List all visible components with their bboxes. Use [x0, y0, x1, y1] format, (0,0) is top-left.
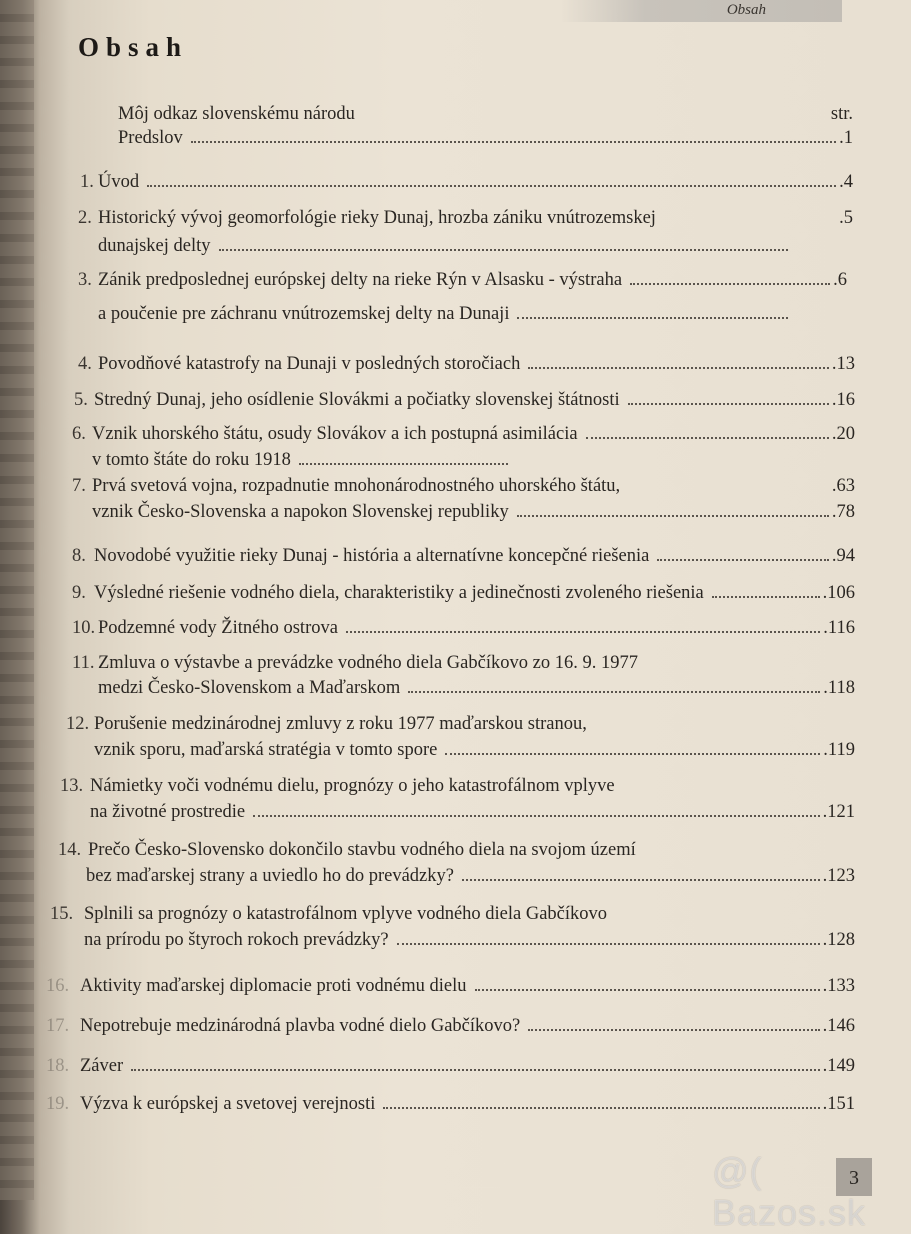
entry-number: 5. — [74, 390, 88, 410]
entry-title: Prečo Česko-Slovensko dokončilo stavbu vodného diela na svojom území — [88, 840, 636, 860]
dot-leader — [253, 815, 819, 817]
toc-entry — [58, 840, 855, 861]
dot-leader — [517, 317, 788, 319]
entry-page: .119 — [823, 740, 855, 760]
entry-number: 13. — [60, 776, 84, 796]
toc-entry — [72, 678, 855, 699]
entry-page: .94 — [831, 546, 855, 566]
dot-leader — [630, 283, 830, 285]
entry-number: 16. — [46, 976, 70, 996]
dot-leader — [147, 185, 836, 187]
toc-entry — [72, 450, 511, 471]
entry-title: vznik Česko-Slovenska a napokon Slovenskej republiky — [92, 502, 509, 522]
dot-leader — [383, 1107, 819, 1109]
toc-entry — [66, 740, 855, 761]
toc-entry — [72, 424, 855, 445]
dot-leader — [131, 1069, 819, 1071]
entry-page: .106 — [822, 583, 855, 603]
toc-entry — [56, 866, 855, 887]
entry-number: 17. — [46, 1016, 70, 1036]
entry-page: .133 — [822, 976, 855, 996]
toc-entry — [46, 976, 855, 997]
toc-entry — [100, 104, 853, 125]
entry-title: Historický vývoj geomorfológie rieky Dunaj, hrozba zániku vnútrozemskej — [98, 208, 656, 228]
entry-page: .13 — [831, 354, 855, 374]
entry-title: Námietky voči vodnému dielu, prognózy o jeho katastrofálnom vplyve — [90, 776, 615, 796]
dot-leader — [346, 631, 820, 633]
entry-title: vznik sporu, maďarská stratégia v tomto spore — [94, 740, 438, 760]
entry-number: 4. — [78, 354, 92, 374]
entry-page: .1 — [839, 128, 853, 148]
entry-title: Výzva k európskej a svetovej verejnosti — [80, 1094, 376, 1114]
entry-number: 12. — [66, 714, 90, 734]
entry-number: 3. — [78, 270, 92, 290]
dot-leader — [712, 596, 820, 598]
book-binding — [0, 0, 34, 1200]
dot-leader — [299, 463, 508, 465]
entry-title: Prvá svetová vojna, rozpadnutie mnohonárodnostného uhorského štátu, — [92, 476, 621, 496]
entry-page: .118 — [823, 678, 855, 698]
toc-entry — [72, 583, 855, 604]
entry-title: Podzemné vody Žitného ostrova — [98, 618, 338, 638]
entry-title: Výsledné riešenie vodného diela, charakteristiky a jedinečnosti zvoleného riešenia — [94, 583, 704, 603]
entry-title: Aktivity maďarskej diplomacie proti vodnému dielu — [80, 976, 467, 996]
dot-leader — [397, 943, 820, 945]
entry-page: .20 — [831, 424, 855, 444]
toc-entry — [72, 546, 855, 567]
dot-leader — [219, 249, 788, 251]
dot-leader — [462, 879, 820, 881]
entry-number: 10. — [72, 618, 96, 638]
toc-entry — [50, 904, 855, 925]
entry-number: 1. — [80, 172, 94, 192]
toc-entry — [72, 502, 855, 523]
running-header — [560, 0, 842, 22]
entry-page: .16 — [831, 390, 855, 410]
dot-leader — [191, 141, 836, 143]
entry-title: Nepotrebuje medzinárodná plavba vodné dielo Gabčíkovo? — [80, 1016, 521, 1036]
entry-number: 2. — [78, 208, 92, 228]
toc-entry — [46, 1056, 855, 1077]
toc-entry — [74, 390, 855, 411]
running-header-title: Obsah — [726, 2, 766, 18]
dot-leader — [408, 691, 820, 693]
toc-entry — [66, 714, 855, 735]
toc-entry — [60, 802, 855, 823]
entry-page: str. — [830, 104, 853, 124]
dot-leader — [528, 367, 829, 369]
entry-title: Zánik predposlednej európskej delty na rieke Rýn v Alsasku - výstraha — [98, 270, 623, 290]
toc-entry — [46, 1016, 855, 1037]
toc-entry — [80, 172, 853, 193]
toc-entry — [72, 618, 855, 639]
entry-page: .6 — [833, 270, 847, 290]
entry-title: Zmluva o výstavbe a prevádzke vodného diela Gabčíkovo zo 16. 9. 1977 — [98, 653, 638, 673]
entry-title: dunajskej delty — [98, 236, 211, 256]
dot-leader — [517, 515, 829, 517]
entry-page: .146 — [822, 1016, 855, 1036]
entry-title: na životné prostredie — [90, 802, 246, 822]
toc-entry — [78, 270, 847, 291]
entry-number: 6. — [72, 424, 86, 444]
dot-leader — [528, 1029, 819, 1031]
entry-number: 18. — [46, 1056, 70, 1076]
entry-title: Záver — [80, 1056, 124, 1076]
toc-entry — [72, 476, 855, 497]
entry-title: Splnili sa prognózy o katastrofálnom vplyve vodného diela Gabčíkovo — [84, 904, 608, 924]
entry-title: na prírodu po štyroch rokoch prevádzky? — [84, 930, 389, 950]
toc-entry — [72, 653, 855, 674]
toc-entry — [78, 208, 853, 229]
entry-title: bez maďarskej strany a uviedlo ho do prevádzky? — [86, 866, 454, 886]
entry-number: 15. — [50, 904, 74, 924]
entry-title: medzi Česko-Slovenskom a Maďarskom — [98, 678, 401, 698]
dot-leader — [628, 403, 829, 405]
toc-entry — [60, 776, 855, 797]
entry-number: 7. — [72, 476, 86, 496]
entry-title: Úvod — [98, 172, 140, 192]
entry-number: 14. — [58, 840, 82, 860]
dot-leader — [657, 559, 829, 561]
entry-title: Vznik uhorského štátu, osudy Slovákov a ich postupná asimilácia — [92, 424, 578, 444]
entry-title: v tomto štáte do roku 1918 — [92, 450, 291, 470]
toc-entry — [50, 930, 855, 951]
entry-number: 19. — [46, 1094, 70, 1114]
entry-page: .121 — [822, 802, 855, 822]
entry-page: .149 — [822, 1056, 855, 1076]
entry-number: 8. — [72, 546, 86, 566]
page-number: 3 — [836, 1158, 872, 1196]
entry-page: .151 — [822, 1094, 855, 1114]
entry-page: .123 — [822, 866, 855, 886]
entry-title: Povodňové katastrofy na Dunaji v posledných storočiach — [98, 354, 521, 374]
entry-title: Novodobé využitie rieky Dunaj - história a alternatívne koncepčné riešenia — [94, 546, 650, 566]
page-title: Obsah — [78, 32, 189, 62]
entry-title: Predslov — [118, 128, 183, 148]
entry-title: a poučenie pre záchranu vnútrozemskej delty na Dunaji — [98, 304, 510, 324]
dot-leader — [586, 437, 829, 439]
toc-entry — [78, 236, 791, 257]
entry-page: .63 — [831, 476, 855, 496]
entry-title: Stredný Dunaj, jeho osídlenie Slovákmi a počiatky slovenskej štátnosti — [94, 390, 620, 410]
entry-title: Porušenie medzinárodnej zmluvy z roku 1977 maďarskou stranou, — [94, 714, 587, 734]
entry-number: 9. — [72, 583, 86, 603]
toc-entry — [78, 304, 791, 325]
entry-page: .116 — [823, 618, 855, 638]
entry-page: .4 — [839, 172, 853, 192]
entry-number: 11. — [72, 653, 95, 673]
dot-leader — [445, 753, 820, 755]
toc-entry — [78, 354, 855, 375]
toc-entry — [46, 1094, 855, 1115]
entry-page: .128 — [822, 930, 855, 950]
entry-page: .5 — [839, 208, 853, 228]
entry-page: .78 — [831, 502, 855, 522]
dot-leader — [475, 989, 820, 991]
watermark: @( Bazos.sk — [712, 1150, 867, 1233]
entry-title: Môj odkaz slovenskému národu — [118, 104, 355, 124]
toc-entry — [100, 128, 853, 149]
